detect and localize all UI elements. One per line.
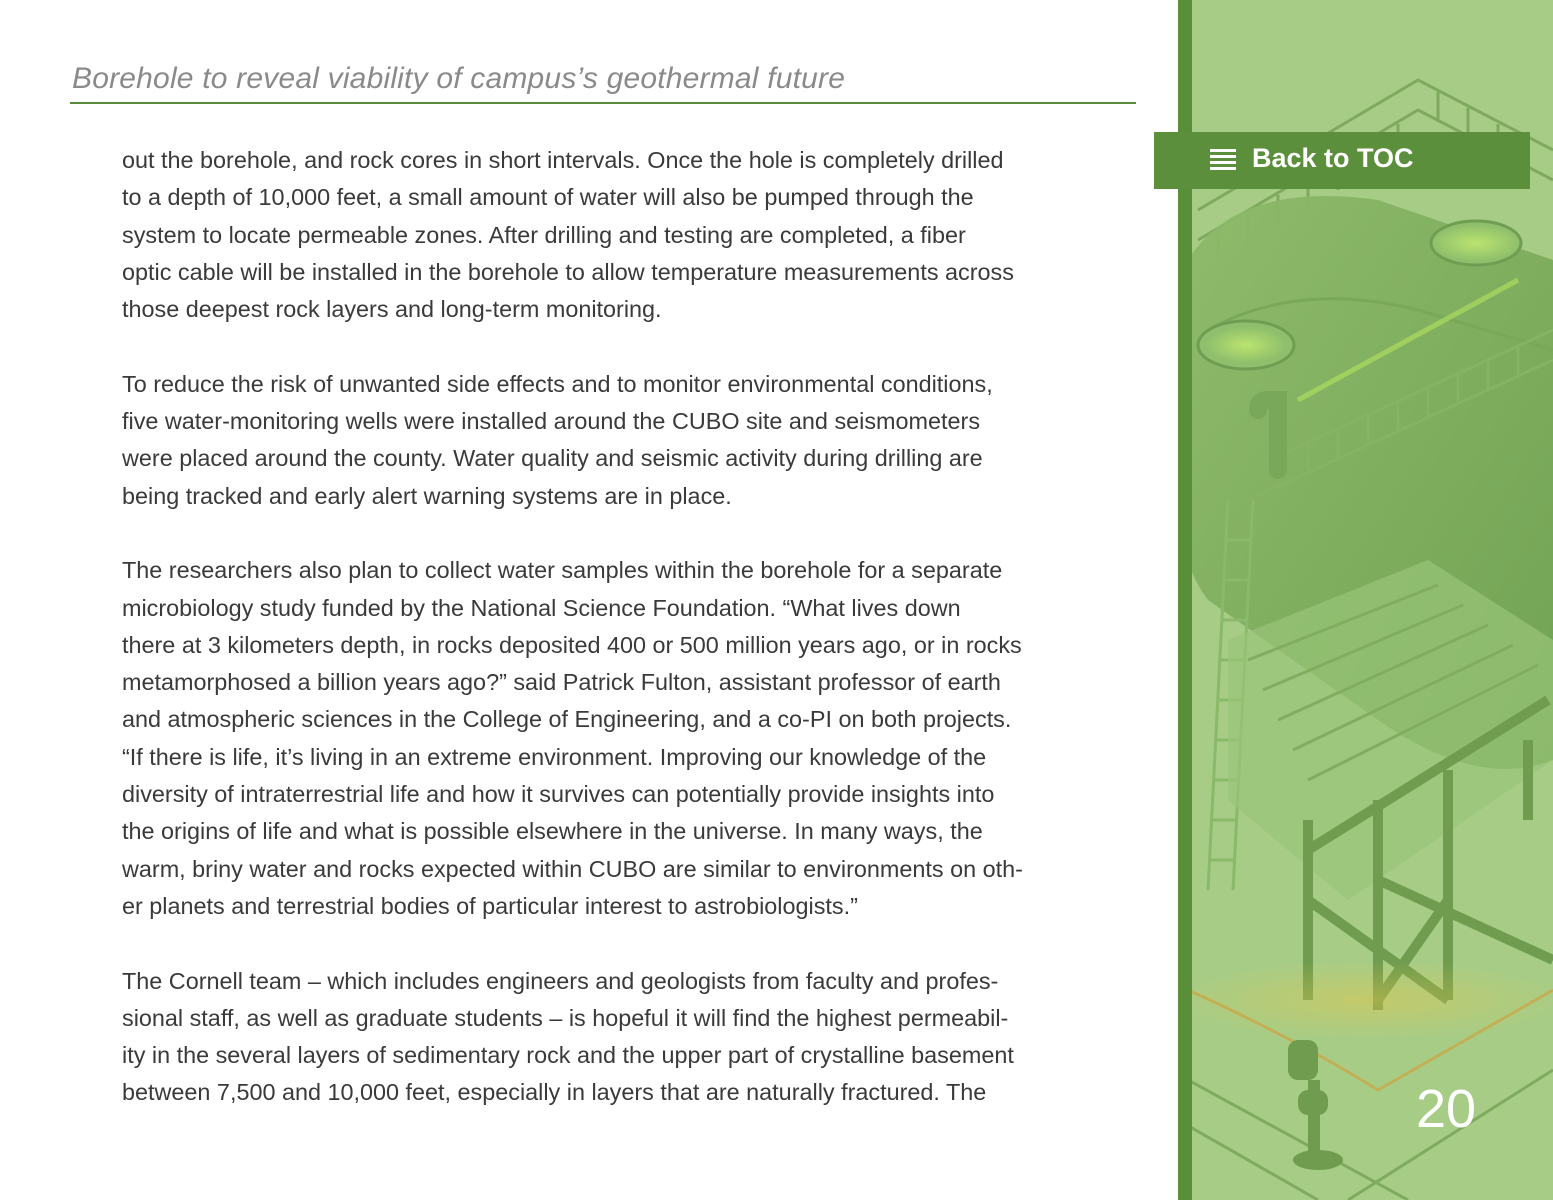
article-body — [122, 142, 1122, 1149]
back-to-toc-button[interactable] — [1154, 132, 1530, 189]
running-title: Borehole to reveal viability of campus’s geothermal future — [72, 62, 846, 95]
paragraph-2 — [122, 366, 1122, 515]
page-number: 20 — [1416, 1079, 1477, 1139]
text-line: To reduce the risk of unwanted side effects and to monitor environmental conditions, — [122, 370, 993, 397]
text-line: “If there is life, it’s living in an extreme environment. Improving our knowledge of the — [122, 743, 987, 770]
text-line: ity in the several layers of sedimentary rock and the upper part of crystalline basement — [122, 1042, 1014, 1069]
text-line: were placed around the county. Water quality and seismic activity during drilling are — [122, 445, 983, 472]
text-line: out the borehole, and rock cores in short intervals. Once the hole is completely drilled — [122, 147, 1004, 173]
text-line: The Cornell team – which includes engineers and geologists from faculty and profes- — [122, 967, 999, 994]
paragraph-1 — [122, 142, 1122, 328]
text-line: and atmospheric sciences in the College of Engineering, and a co-PI on both projects. — [122, 706, 1012, 733]
text-line: diversity of intraterrestrial life and how it survives can potentially provide insights into — [122, 781, 995, 808]
text-line: warm, briny water and rocks expected within CUBO are similar to environments on oth- — [122, 855, 1023, 882]
text-line: sional staff, as well as graduate students – is hopeful it will find the highest permeabil- — [122, 1004, 1009, 1031]
text-line: between 7,500 and 10,000 feet, especially in layers that are naturally fractured. The — [122, 1079, 987, 1106]
text-line: metamorphosed a billion years ago?” said Patrick Fulton, assistant professor of earth — [122, 669, 1001, 696]
text-line: those deepest rock layers and long-term monitoring. — [122, 296, 662, 323]
paragraph-4 — [122, 963, 1122, 1112]
text-line: system to locate permeable zones. After drilling and testing are completed, a fiber — [122, 221, 966, 248]
text-line: to a depth of 10,000 feet, a small amount of water will also be pumped through the — [122, 184, 974, 211]
paragraph-3 — [122, 552, 1122, 925]
back-to-toc-label: Back to TOC — [1252, 143, 1414, 173]
text-line: optic cable will be installed in the borehole to allow temperature measurements across — [122, 258, 1014, 285]
text-line: er planets and terrestrial bodies of particular interest to astrobiologists.” — [122, 892, 858, 919]
text-line: microbiology study funded by the National Science Foundation. “What lives down — [122, 594, 961, 621]
text-line: five water-monitoring wells were installed around the CUBO site and seismometers — [122, 408, 981, 435]
header-rule — [70, 102, 1136, 104]
text-line: there at 3 kilometers depth, in rocks deposited 400 or 500 million years ago, or in rocks — [122, 631, 1022, 658]
text-line: being tracked and early alert warning systems are in place. — [122, 482, 732, 509]
text-line: the origins of life and what is possible elsewhere in the universe. In many ways, the — [122, 818, 983, 845]
text-line: The researchers also plan to collect water samples within the borehole for a separate — [122, 557, 1003, 584]
list-icon — [1210, 149, 1236, 171]
